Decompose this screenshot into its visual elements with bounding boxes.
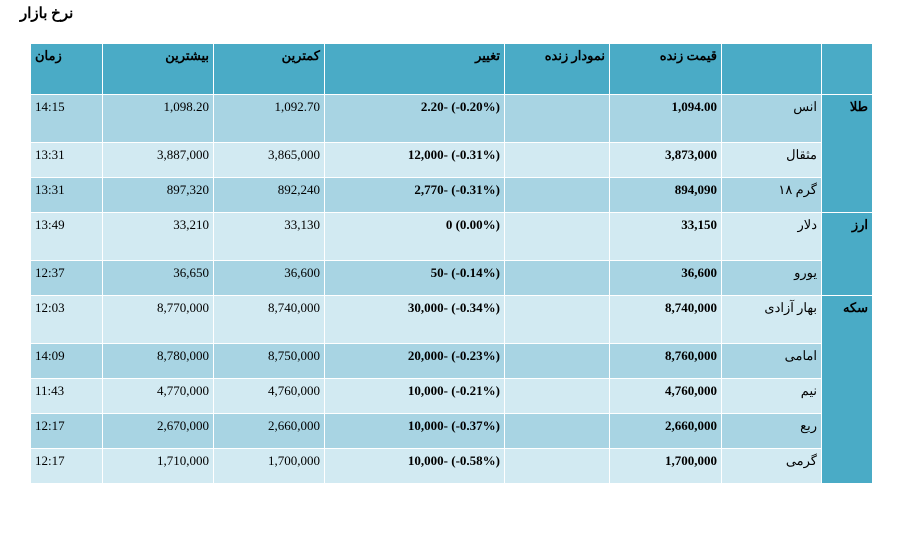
- header-time[interactable]: زمان: [31, 44, 103, 95]
- live-chart-cell[interactable]: [505, 344, 610, 379]
- name-cell: نیم: [722, 379, 822, 414]
- time-cell: 13:31: [31, 143, 103, 178]
- time-cell: 12:03: [31, 296, 103, 344]
- header-live-price[interactable]: قیمت زنده: [610, 44, 722, 95]
- time-cell: 11:43: [31, 379, 103, 414]
- min-cell: 892,240: [214, 178, 325, 213]
- live-chart-cell[interactable]: [505, 178, 610, 213]
- change-cell: 2,770- (-0.31%): [325, 178, 505, 213]
- max-cell: 1,710,000: [103, 449, 214, 484]
- live-chart-cell[interactable]: [505, 414, 610, 449]
- min-cell: 1,700,000: [214, 449, 325, 484]
- name-cell: دلار: [722, 213, 822, 261]
- live-chart-cell[interactable]: [505, 296, 610, 344]
- time-cell: 12:37: [31, 261, 103, 296]
- max-cell: 4,770,000: [103, 379, 214, 414]
- min-cell: 8,750,000: [214, 344, 325, 379]
- max-cell: 36,650: [103, 261, 214, 296]
- min-cell: 36,600: [214, 261, 325, 296]
- price-cell: 1,700,000: [610, 449, 722, 484]
- category-currency: ارز: [822, 213, 873, 296]
- name-cell: گرمی: [722, 449, 822, 484]
- page-title: نرخ بازار: [20, 6, 74, 22]
- table-row[interactable]: [31, 178, 873, 213]
- live-chart-cell[interactable]: [505, 213, 610, 261]
- min-cell: 4,760,000: [214, 379, 325, 414]
- change-cell: 10,000- (-0.37%): [325, 414, 505, 449]
- min-cell: 33,130: [214, 213, 325, 261]
- min-cell: 2,660,000: [214, 414, 325, 449]
- max-cell: 2,670,000: [103, 414, 214, 449]
- min-cell: 1,092.70: [214, 95, 325, 143]
- name-cell: گرم ۱۸: [722, 178, 822, 213]
- table-row[interactable]: [31, 449, 873, 484]
- price-cell: 2,660,000: [610, 414, 722, 449]
- live-chart-cell[interactable]: [505, 379, 610, 414]
- live-chart-cell[interactable]: [505, 261, 610, 296]
- price-cell: 3,873,000: [610, 143, 722, 178]
- category-gold: طلا: [822, 95, 873, 213]
- table-row[interactable]: [31, 379, 873, 414]
- time-cell: 12:17: [31, 414, 103, 449]
- max-cell: 1,098.20: [103, 95, 214, 143]
- live-chart-cell[interactable]: [505, 95, 610, 143]
- time-cell: 13:49: [31, 213, 103, 261]
- header-min[interactable]: کمترین: [214, 44, 325, 95]
- min-cell: 3,865,000: [214, 143, 325, 178]
- name-cell: بهار آزادی: [722, 296, 822, 344]
- table-row[interactable]: [31, 344, 873, 379]
- table-row[interactable]: [31, 143, 873, 178]
- change-cell: 0 (0.00%): [325, 213, 505, 261]
- market-rates-table: [30, 43, 873, 484]
- change-cell: 30,000- (-0.34%): [325, 296, 505, 344]
- price-cell: 894,090: [610, 178, 722, 213]
- time-cell: 14:09: [31, 344, 103, 379]
- header-change[interactable]: تغییر: [325, 44, 505, 95]
- change-cell: 10,000- (-0.58%): [325, 449, 505, 484]
- change-cell: 50- (-0.14%): [325, 261, 505, 296]
- price-cell: 33,150: [610, 213, 722, 261]
- max-cell: 33,210: [103, 213, 214, 261]
- change-cell: 12,000- (-0.31%): [325, 143, 505, 178]
- table-row[interactable]: [31, 213, 873, 261]
- price-cell: 8,760,000: [610, 344, 722, 379]
- change-cell: 10,000- (-0.21%): [325, 379, 505, 414]
- header-live-chart[interactable]: نمودار زنده: [505, 44, 610, 95]
- name-cell: انس: [722, 95, 822, 143]
- header-max[interactable]: بیشترین: [103, 44, 214, 95]
- category-coin: سکه: [822, 296, 873, 484]
- header-category: [822, 44, 873, 95]
- max-cell: 8,770,000: [103, 296, 214, 344]
- max-cell: 8,780,000: [103, 344, 214, 379]
- time-cell: 14:15: [31, 95, 103, 143]
- max-cell: 897,320: [103, 178, 214, 213]
- price-cell: 4,760,000: [610, 379, 722, 414]
- price-cell: 36,600: [610, 261, 722, 296]
- table-row[interactable]: [31, 95, 873, 143]
- live-chart-cell[interactable]: [505, 449, 610, 484]
- change-cell: 20,000- (-0.23%): [325, 344, 505, 379]
- time-cell: 13:31: [31, 178, 103, 213]
- table-row[interactable]: [31, 261, 873, 296]
- header-row: [31, 44, 873, 95]
- change-cell: 2.20- (-0.20%): [325, 95, 505, 143]
- price-cell: 8,740,000: [610, 296, 722, 344]
- name-cell: امامی: [722, 344, 822, 379]
- table-row[interactable]: [31, 414, 873, 449]
- name-cell: مثقال: [722, 143, 822, 178]
- min-cell: 8,740,000: [214, 296, 325, 344]
- live-chart-cell[interactable]: [505, 143, 610, 178]
- max-cell: 3,887,000: [103, 143, 214, 178]
- time-cell: 12:17: [31, 449, 103, 484]
- price-cell: 1,094.00: [610, 95, 722, 143]
- name-cell: یورو: [722, 261, 822, 296]
- table-row[interactable]: [31, 296, 873, 344]
- name-cell: ربع: [722, 414, 822, 449]
- header-name: [722, 44, 822, 95]
